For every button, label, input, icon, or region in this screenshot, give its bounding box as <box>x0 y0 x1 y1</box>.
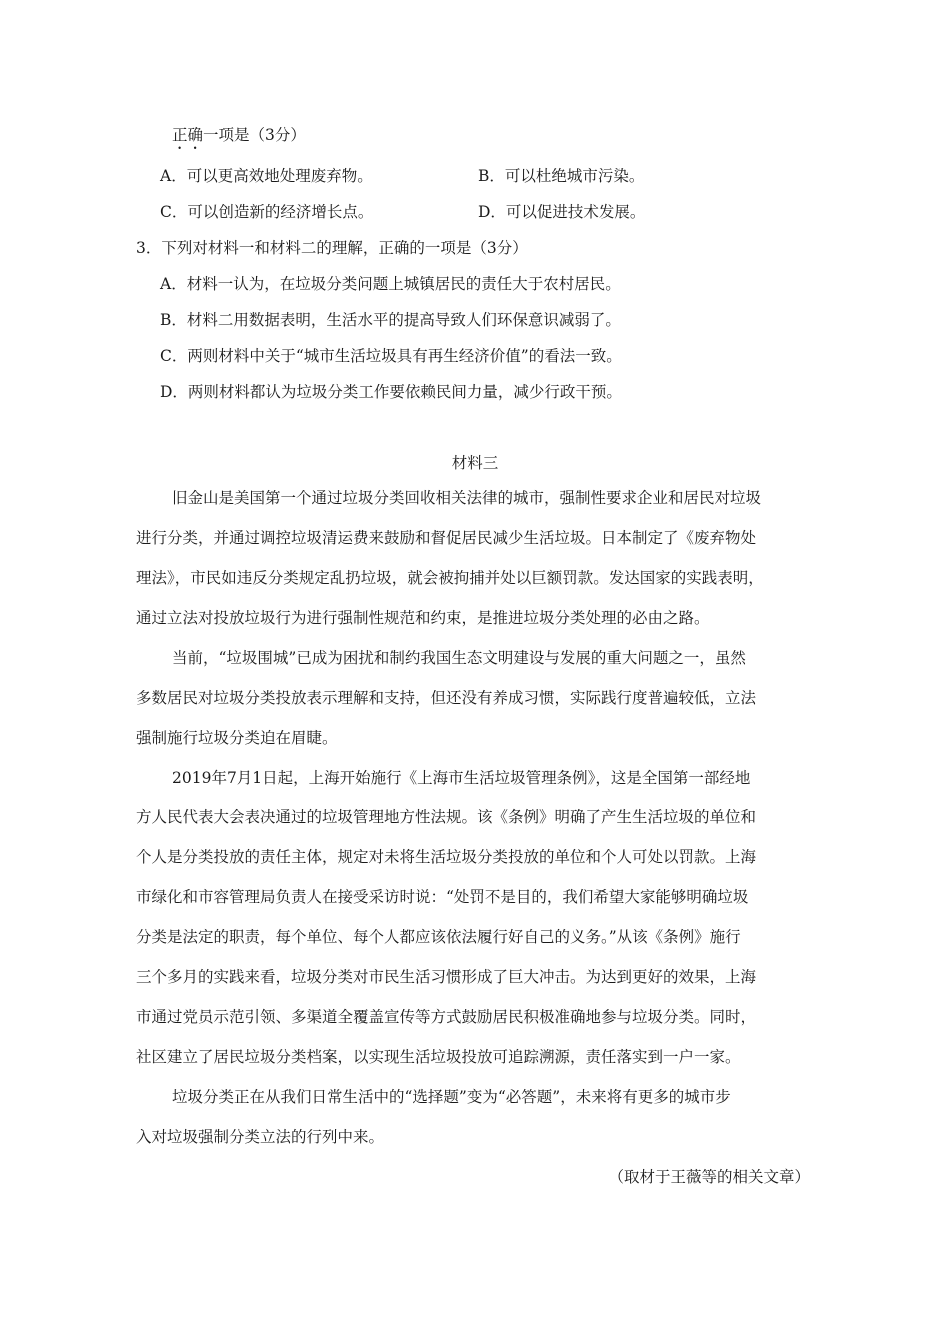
material3-line: 三个多月的实践来看，垃圾分类对市民生活习惯形成了巨大冲击。为达到更好的效果，上海 <box>136 968 757 986</box>
q3-option-d: D．两则材料都认为垃圾分类工作要依赖民间力量，减少行政干预。 <box>160 383 622 401</box>
q2-option-a: A．可以更高效地处理废弃物。 <box>160 167 373 185</box>
material3-line: 强制施行垃圾分类迫在眉睫。 <box>136 729 338 747</box>
material3-line: 垃圾分类正在从我们日常生活中的“选择题”变为“必答题”，未来将有更多的城市步 <box>172 1088 731 1106</box>
material3-line: 分类是法定的职责，每个单位、每个人都应该依法履行好自己的义务。”从该《条例》施行 <box>136 928 741 946</box>
material3-line: 社区建立了居民垃圾分类档案，以实现生活垃圾投放可追踪溯源，责任落实到一户一家。 <box>136 1048 741 1066</box>
q3-option-a: A．材料一认为，在垃圾分类问题上城镇居民的责任大于农村居民。 <box>160 275 621 293</box>
material3-line: 通过立法对投放垃圾行为进行强制性规范和约束，是推进垃圾分类处理的必由之路。 <box>136 609 710 627</box>
material3-line: 个人是分类投放的责任主体，规定对未将生活垃圾分类投放的单位和个人可处以罚款。上海 <box>136 848 757 866</box>
q2-option-d: D．可以促进技术发展。 <box>478 203 646 221</box>
material3-title: 材料三 <box>451 454 499 472</box>
material3-line: 理法》，市民如违反分类规定乱扔垃圾，就会被拘捕并处以巨额罚款。发达国家的实践表明， <box>136 569 764 587</box>
q2-option-b: B．可以杜绝城市污染。 <box>478 167 645 185</box>
material3-line: 当前，“垃圾围城”已成为困扰和制约我国生态文明建设与发展的重大问题之一，虽然 <box>172 649 746 667</box>
material3-source: （取材于王薇等的相关文章） <box>608 1168 810 1186</box>
q2-option-c: C．可以创造新的经济增长点。 <box>160 203 374 221</box>
q2-stem-rest: 一项是（3分） <box>203 126 306 144</box>
q2-stem-tail <box>172 125 306 153</box>
q3-stem: 3．下列对材料一和材料二的理解，正确的一项是（3分） <box>136 239 528 257</box>
q3-option-b: B．材料二用数据表明，生活水平的提高导致人们环保意识减弱了。 <box>160 311 621 329</box>
material3-line: 市绿化和市容管理局负责人在接受采访时说：“处罚不是目的，我们希望大家能够明确垃圾 <box>136 888 749 906</box>
material3-line: 入对垃圾强制分类立法的行列中来。 <box>136 1128 385 1146</box>
q3-option-c: C．两则材料中关于“城市生活垃圾具有再生经济价值”的看法一致。 <box>160 347 622 365</box>
material3-line: 进行分类，并通过调控垃圾清运费来鼓励和督促居民减少生活垃圾。日本制定了《废弃物处 <box>136 529 757 547</box>
material3-line: 方人民代表大会表决通过的垃圾管理地方性法规。该《条例》明确了产生生活垃圾的单位和 <box>136 808 757 826</box>
material3-line: 2019年7月1日起，上海开始施行《上海市生活垃圾管理条例》，这是全国第一部经地 <box>172 769 751 787</box>
q2-emphasis-text: 正确 <box>172 126 204 144</box>
material3-line: 多数居民对垃圾分类投放表示理解和支持，但还没有养成习惯，实际践行度普遍较低，立法 <box>136 689 757 707</box>
material3-line: 市通过党员示范引领、多渠道全覆盖宣传等方式鼓励居民积极准确地参与垃圾分类。同时， <box>136 1008 757 1026</box>
material3-line: 旧金山是美国第一个通过垃圾分类回收相关法律的城市，强制性要求企业和居民对垃圾 <box>172 489 762 507</box>
